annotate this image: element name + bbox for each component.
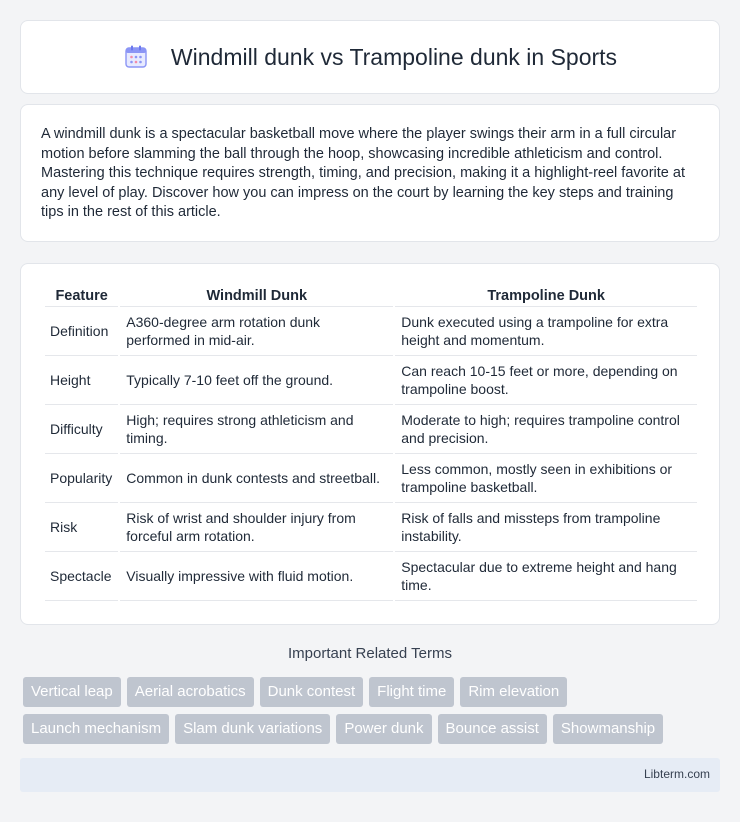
related-term-tag[interactable]: Launch mechanism bbox=[23, 714, 169, 744]
related-term-tag[interactable]: Dunk contest bbox=[260, 677, 364, 707]
trampoline-cell: Dunk executed using a trampoline for extra height and momentum. bbox=[395, 307, 697, 356]
table-row bbox=[45, 552, 697, 601]
windmill-cell: High; requires strong athleticism and timing. bbox=[120, 405, 393, 454]
site-link[interactable]: Libterm.com bbox=[643, 767, 710, 781]
windmill-cell: Risk of wrist and shoulder injury from forceful arm rotation. bbox=[120, 503, 393, 552]
header-trampoline: Trampoline Dunk bbox=[395, 284, 697, 307]
related-term-tag[interactable]: Vertical leap bbox=[23, 677, 121, 707]
table-row bbox=[45, 503, 697, 552]
page-title: Windmill dunk vs Trampoline dunk in Sports bbox=[170, 43, 618, 70]
trampoline-cell: Less common, mostly seen in exhibitions or trampoline basketball. bbox=[395, 454, 697, 503]
feature-cell: Definition bbox=[45, 307, 118, 356]
intro-card bbox=[20, 104, 720, 242]
feature-cell: Spectacle bbox=[45, 552, 118, 601]
related-term-tag[interactable]: Power dunk bbox=[336, 714, 431, 744]
related-term-tag[interactable]: Bounce assist bbox=[438, 714, 547, 744]
comparison-table bbox=[43, 284, 699, 601]
feature-cell: Height bbox=[45, 356, 118, 405]
trampoline-cell: Spectacular due to extreme height and hang time. bbox=[395, 552, 697, 601]
trampoline-cell: Can reach 10-15 feet or more, depending on trampoline boost. bbox=[395, 356, 697, 405]
table-row bbox=[45, 356, 697, 405]
feature-cell: Difficulty bbox=[45, 405, 118, 454]
header-feature: Feature bbox=[45, 284, 118, 307]
table-row bbox=[45, 405, 697, 454]
windmill-cell: Typically 7-10 feet off the ground. bbox=[120, 356, 393, 405]
intro-paragraph: A windmill dunk is a spectacular basketball move where the player swings their arm in a full circular motion before slamming the ball through the hoop, showcasing incredible athleticism and control. Mastering this technique requires strength, timing, and precision, making it a highlight-reel favorite at any level of play. Discover how you can impress on the court by learning the key steps and training tips in the rest of this article. bbox=[41, 126, 685, 221]
document-icon bbox=[123, 44, 149, 70]
feature-cell: Popularity bbox=[45, 454, 118, 503]
header-windmill: Windmill Dunk bbox=[120, 284, 393, 307]
related-term-tag[interactable]: Slam dunk variations bbox=[175, 714, 330, 744]
related-terms-list bbox=[23, 677, 713, 751]
windmill-cell: Visually impressive with fluid motion. bbox=[120, 552, 393, 601]
table-header-row bbox=[45, 284, 697, 307]
table-row bbox=[45, 307, 697, 356]
trampoline-cell: Moderate to high; requires trampoline control and precision. bbox=[395, 405, 697, 454]
windmill-cell: Common in dunk contests and streetball. bbox=[120, 454, 393, 503]
comparison-card bbox=[20, 263, 720, 625]
windmill-cell: A360-degree arm rotation dunk performed in mid-air. bbox=[120, 307, 393, 356]
trampoline-cell: Risk of falls and missteps from trampoline instability. bbox=[395, 503, 697, 552]
footer bbox=[20, 758, 720, 792]
related-term-tag[interactable]: Aerial acrobatics bbox=[127, 677, 254, 707]
related-term-tag[interactable]: Flight time bbox=[369, 677, 454, 707]
related-term-tag[interactable]: Rim elevation bbox=[460, 677, 567, 707]
title-card bbox=[20, 20, 720, 94]
table-row bbox=[45, 454, 697, 503]
related-terms-heading: Important Related Terms bbox=[288, 645, 452, 662]
feature-cell: Risk bbox=[45, 503, 118, 552]
related-term-tag[interactable]: Showmanship bbox=[553, 714, 663, 744]
